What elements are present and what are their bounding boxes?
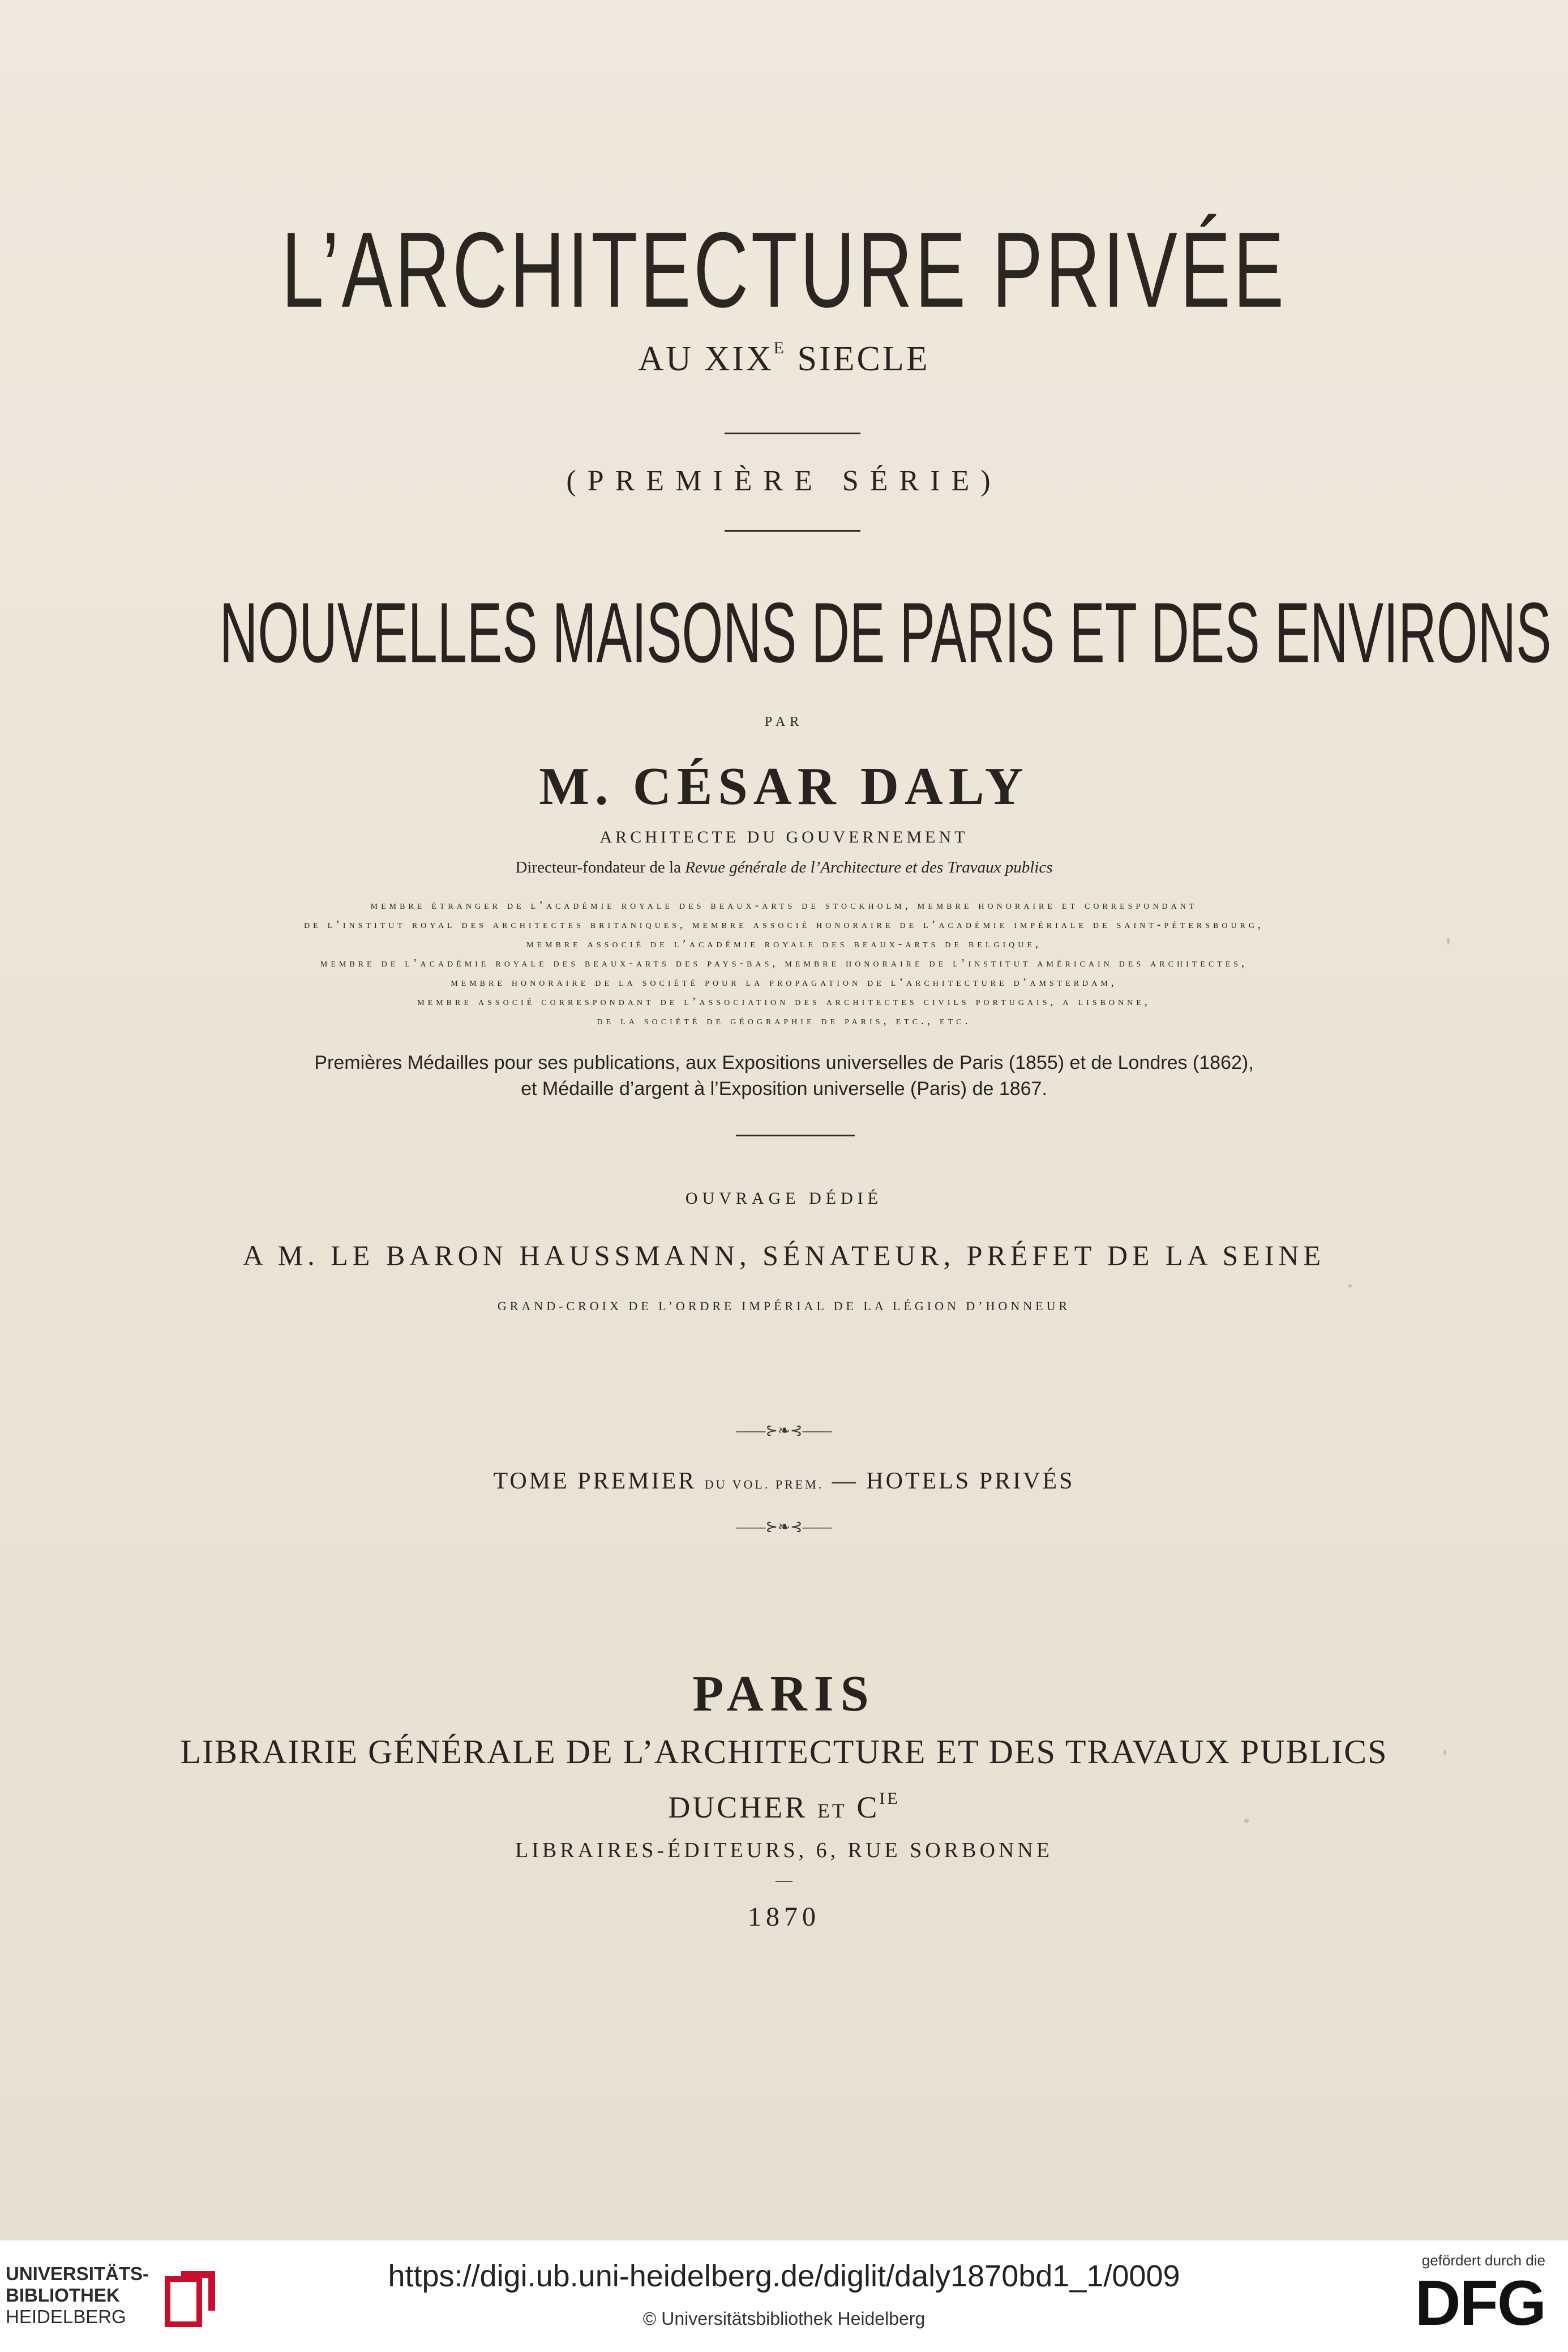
publisher-address: LIBRAIRES-ÉDITEURS, 6, RUE SORBONNE — [515, 1838, 1053, 1862]
author-role: ARCHITECTE DU GOUVERNEMENT — [599, 828, 969, 846]
paper-speck — [1244, 1819, 1249, 1823]
director-prefix: Directeur-fondateur de la — [515, 858, 686, 876]
par-label: PAR — [764, 715, 804, 729]
paper-speck — [1348, 1284, 1352, 1288]
viewer-footer — [0, 2239, 1568, 2352]
tome-section: — HOTELS PRIVÉS — [824, 1468, 1075, 1494]
ducher-name: DUCHER — [668, 1790, 817, 1824]
membership-line: membre associé correspondant de l’association des architectes civils portugais, a lisbonne, — [417, 995, 1151, 1008]
membership-line: membre étranger de l’académie royale des beaux-arts de stockholm, membre honoraire et correspondant — [370, 899, 1198, 912]
membership-line: de la société de géographie de paris, etc., etc. — [597, 1015, 971, 1027]
ducher-et: ET — [817, 1799, 847, 1822]
ducher-c: C — [846, 1790, 880, 1824]
publisher-firm — [0, 1789, 1568, 1825]
paper-speck — [1443, 1750, 1446, 1755]
logo-line: UNIVERSITÄTS- — [6, 2263, 149, 2284]
tome-main: TOME PREMIER — [493, 1468, 705, 1494]
copyright-notice: © Universitätsbibliothek Heidelberg — [642, 2308, 926, 2329]
publisher-name: LIBRAIRIE GÉNÉRALE DE L’ARCHITECTURE ET DES TRAVAUX PUBLICS — [180, 1733, 1388, 1771]
subtitle-main: AU XIX — [638, 340, 774, 378]
main-title: NOUVELLES MAISONS DE PARIS ET DES ENVIRONS — [219, 584, 1552, 681]
dedication-label: OUVRAGE DÉDIÉ — [685, 1189, 883, 1208]
volume-label — [0, 1468, 1568, 1495]
ducher-superscript: IE — [879, 1789, 900, 1808]
book-title: L’ARCHITECTURE PRIVÉE — [281, 210, 1287, 330]
membership-line: membre associé de l’académie royale des beaux-arts de belgique, — [526, 938, 1042, 950]
permalink-url[interactable]: https://digi.ub.uni-heidelberg.de/diglit/daly1870bd1_1/0009 — [388, 2259, 1180, 2293]
divider-rule-2 — [725, 530, 860, 532]
book-subtitle — [0, 339, 1568, 379]
subtitle-end: SIECLE — [786, 340, 930, 378]
series-label: (PREMIÈRE SÉRIE) — [566, 465, 1002, 497]
dfg-wordmark: DFG — [1415, 2268, 1545, 2338]
director-journal: Revue générale de l’Architecture et des Travaux publics — [685, 858, 1053, 876]
funded-by-text: gefördert durch die — [1421, 2252, 1545, 2269]
divider-rule-1 — [725, 433, 860, 434]
logo-line: BIBLIOTHEK — [6, 2285, 120, 2306]
dfg-logo[interactable] — [1376, 2252, 1545, 2348]
logo-line: HEIDELBERG — [6, 2306, 126, 2327]
membership-line: de l’institut royal des architectes britaniques, membre associé honoraire de l’académie impériale de saint-pétersbourg, — [303, 918, 1265, 931]
medal-line: et Médaille d’argent à l’Exposition universelle (Paris) de 1867. — [521, 1078, 1047, 1100]
imprint-city: PARIS — [692, 1666, 876, 1722]
membership-line: membre de l’académie royale des beaux-arts des pays-bas, membre honoraire de l’institut américain des architectes, — [320, 957, 1248, 969]
subtitle-superscript: E — [773, 339, 786, 357]
divider-rule-3 — [736, 1135, 855, 1136]
ornament-divider: ——⊱❧⊰—— — [736, 1519, 832, 1535]
author-name: M. CÉSAR DALY — [539, 757, 1029, 816]
author-director-line — [0, 858, 1568, 877]
short-rule: — — [776, 1871, 792, 1889]
tome-small: DU VOL. PREM. — [704, 1477, 824, 1491]
paper-speck — [1447, 938, 1450, 944]
dedicatee-honor: GRAND-CROIX DE L’ORDRE IMPÉRIAL DE LA LÉGION D’HONNEUR — [497, 1299, 1071, 1313]
ornament-divider: ——⊱❧⊰—— — [736, 1422, 832, 1439]
publication-year: 1870 — [748, 1902, 820, 1932]
dedicatee: A M. LE BARON HAUSSMANN, SÉNATEUR, PRÉFET DE LA SEINE — [242, 1239, 1326, 1271]
membership-line: membre honoraire de la société pour la propagation de l’architecture d’amsterdam, — [451, 976, 1117, 989]
medal-line: Premières Médailles pour ses publications, aux Expositions universelles de Paris (1855) et de Londres (1862), — [314, 1052, 1254, 1074]
